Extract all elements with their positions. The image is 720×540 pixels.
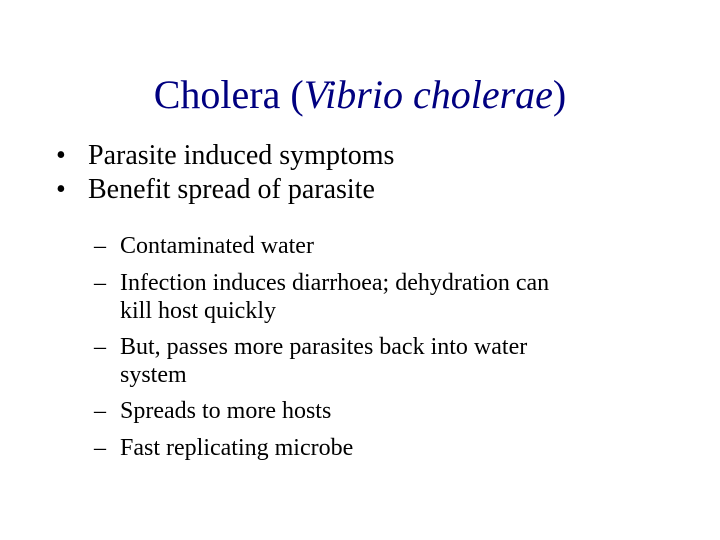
bullet-text: Parasite induced symptoms	[88, 140, 395, 171]
dash-marker: –	[94, 398, 106, 424]
sub-bullet-continuation: kill host quickly	[120, 298, 276, 324]
title-close: )	[552, 72, 567, 117]
sub-bullet-text: Contaminated water	[120, 233, 314, 259]
sub-bullet-continuation: system	[120, 362, 187, 388]
dash-marker: –	[94, 435, 106, 461]
title-main: Cholera (	[153, 72, 304, 117]
sub-bullet-item	[94, 265, 674, 329]
dash-marker: –	[94, 270, 106, 296]
bullet-marker: •	[56, 174, 66, 205]
sub-bullet-item	[94, 430, 674, 467]
bullet-text: Benefit spread of parasite	[88, 174, 375, 205]
sub-bullet-text: But, passes more parasites back into water	[120, 334, 528, 360]
title-italic: Vibrio cholerae	[303, 72, 553, 117]
sub-bullet-item	[94, 228, 674, 265]
dash-marker: –	[94, 233, 106, 259]
bullet-item	[56, 173, 676, 207]
bullet-marker: •	[56, 140, 66, 171]
bullet-item	[56, 139, 676, 173]
sub-bullet-text: Spreads to more hosts	[120, 398, 332, 424]
sub-bullet-text: Infection induces diarrhoea; dehydration can	[120, 270, 550, 296]
bullet-list	[56, 139, 676, 207]
sub-bullet-item	[94, 393, 674, 430]
slide-title	[0, 71, 720, 119]
sub-bullet-text: Fast replicating microbe	[120, 435, 354, 461]
sub-bullet-list	[94, 228, 674, 467]
sub-bullet-item	[94, 329, 674, 393]
dash-marker: –	[94, 334, 106, 360]
